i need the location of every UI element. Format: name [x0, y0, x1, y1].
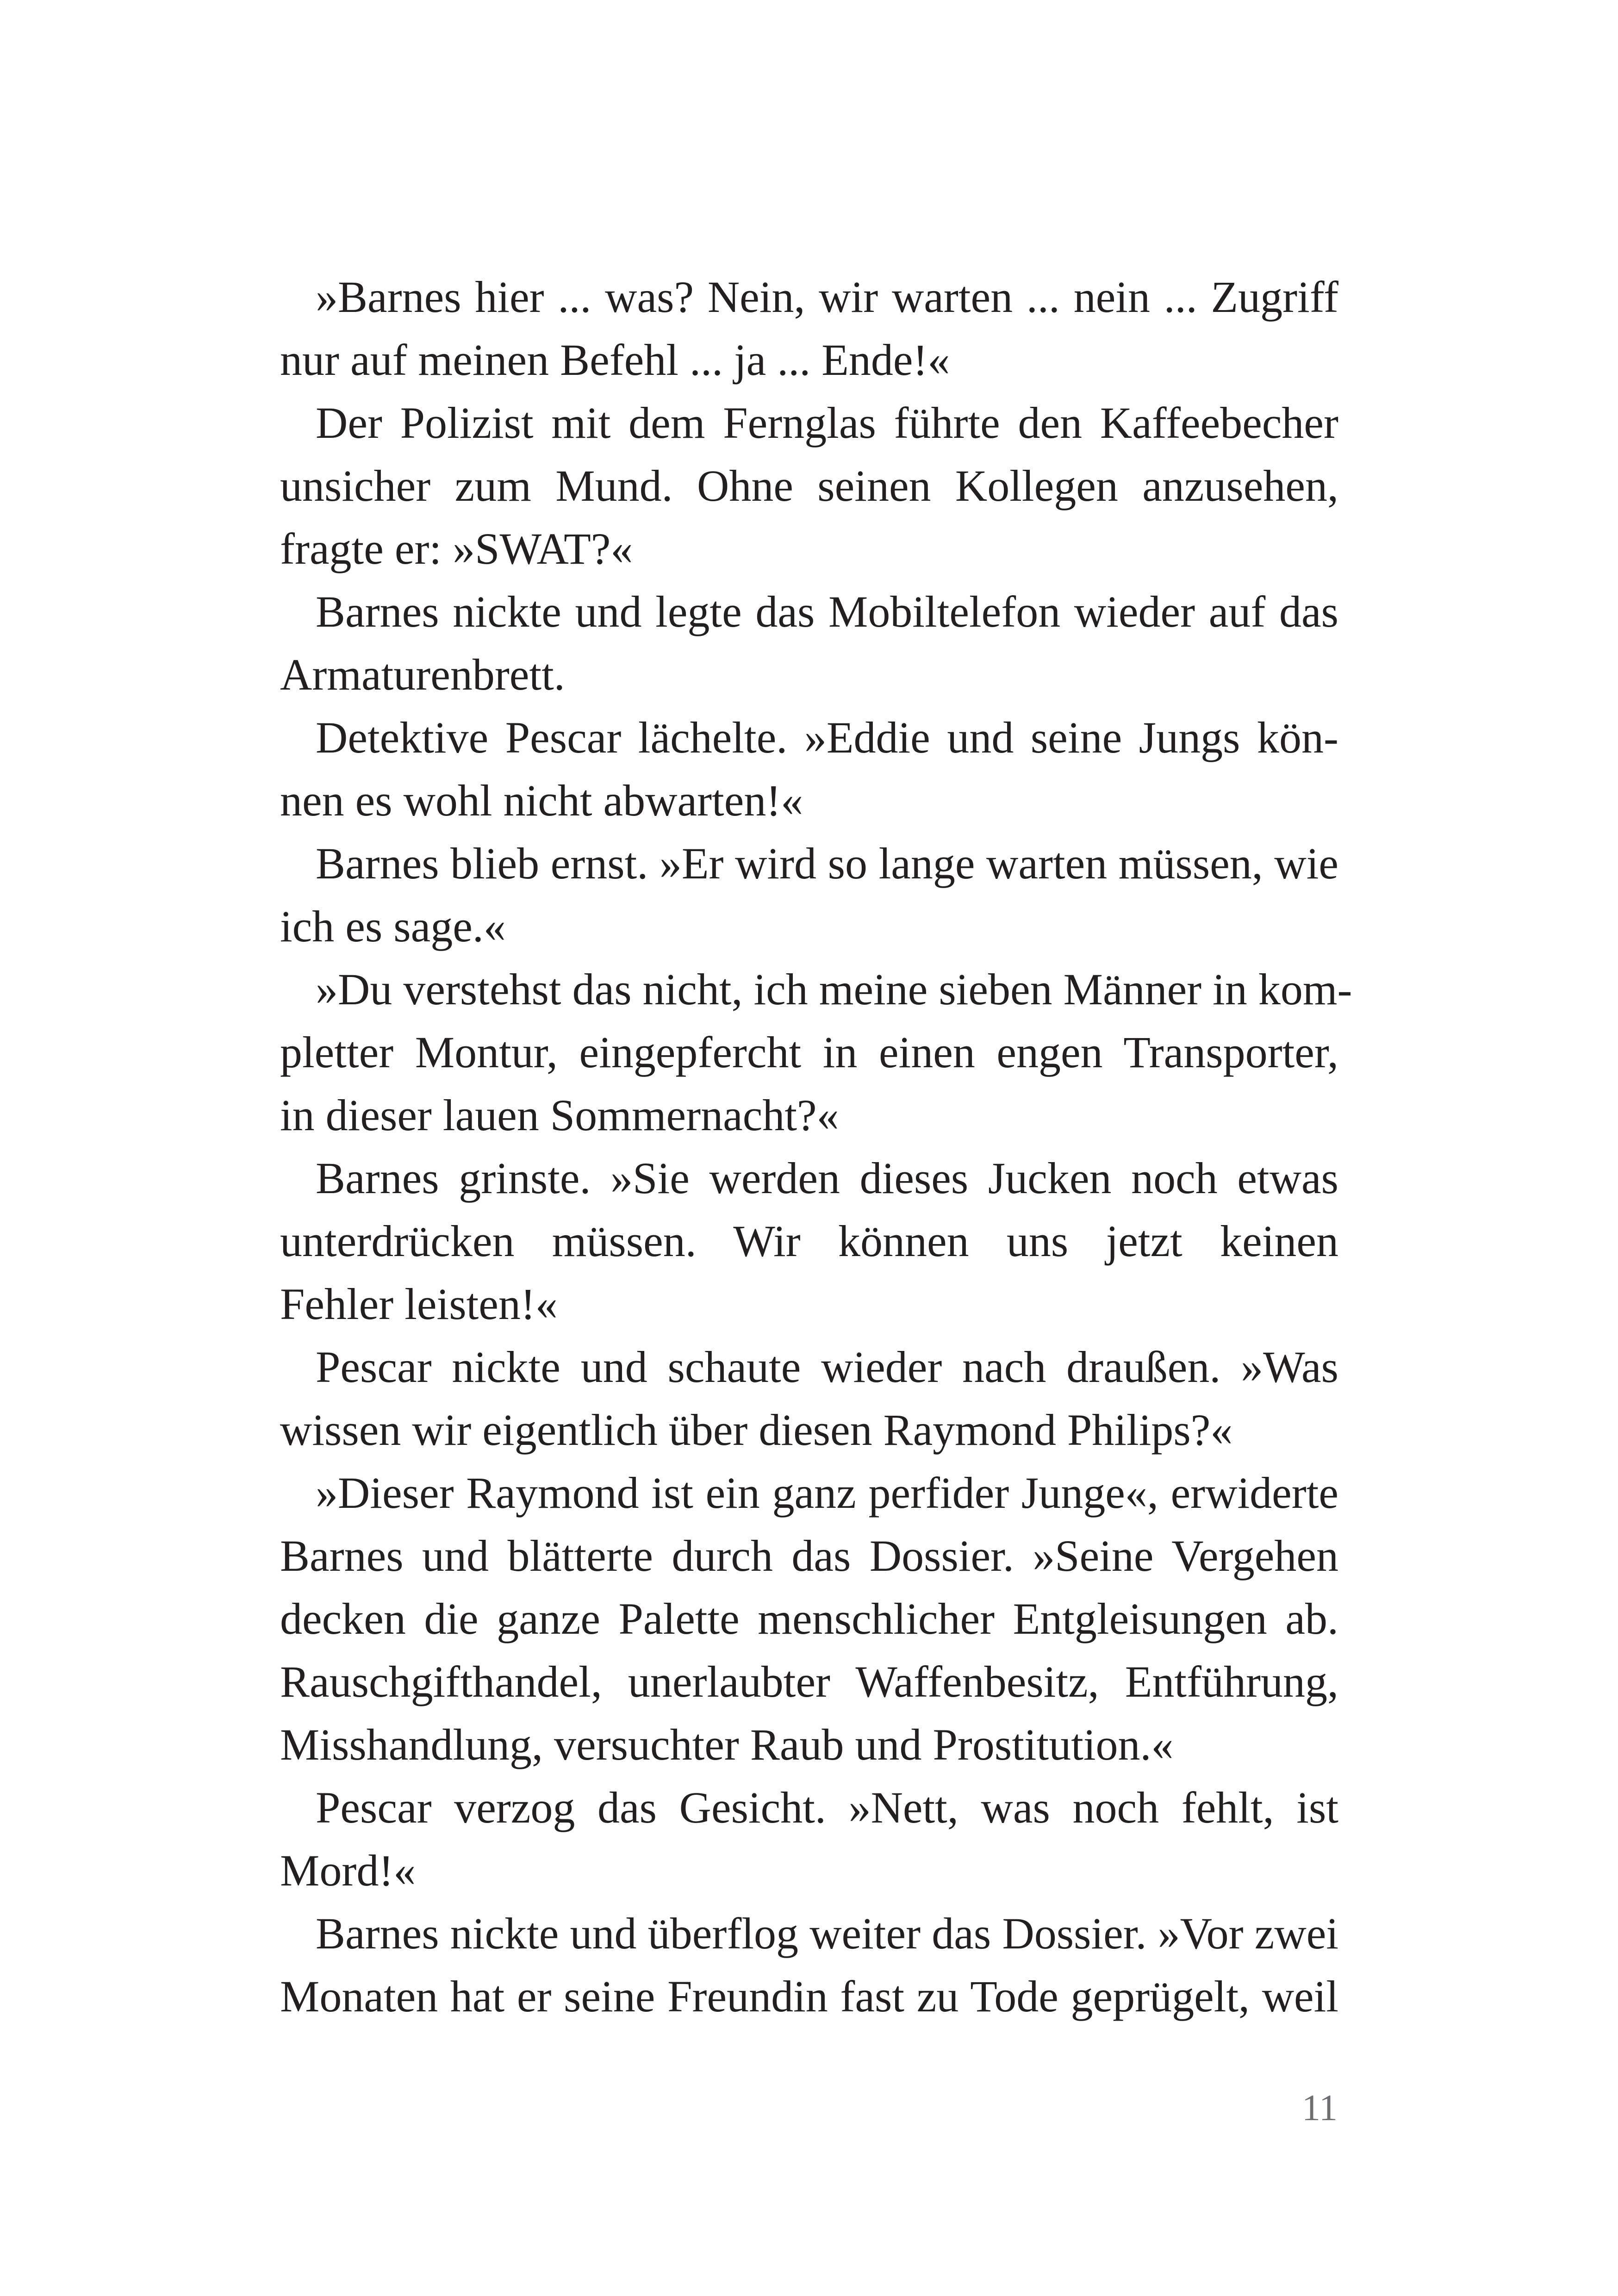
- text-line: Detektive Pescar lächelte. »Eddie und seine Jungs kön-: [316, 713, 1338, 762]
- text-line: wissen wir eigentlich über diesen Raymond Philips?«: [280, 1405, 1233, 1455]
- text-line: Mord!«: [280, 1846, 416, 1895]
- text-line: fragte er: »SWAT?«: [280, 524, 633, 573]
- text-line: Monaten hat er seine Freundin fast zu Tode geprügelt, weil: [280, 1972, 1338, 2021]
- text-line: »Du verstehst das nicht, ich meine sieben Männer in kom-: [316, 964, 1352, 1014]
- text-line: Barnes blieb ernst. »Er wird so lange warten müssen, wie: [316, 839, 1338, 888]
- text-line: pletter Montur, eingepfercht in einen engen Transporter,: [280, 1027, 1338, 1077]
- text-line: Rauschgifthandel, unerlaubter Waffenbesitz, Entführung,: [280, 1657, 1338, 1706]
- text-line: Pescar verzog das Gesicht. »Nett, was noch fehlt, ist: [316, 1783, 1338, 1832]
- text-line: in dieser lauen Sommernacht?«: [280, 1090, 839, 1140]
- page-number: 11: [1301, 2088, 1338, 2128]
- text-line: ich es sage.«: [280, 902, 506, 951]
- text-line: Armaturenbrett.: [280, 650, 565, 699]
- text-line: Barnes nickte und überflog weiter das Dossier. »Vor zwei: [316, 1909, 1338, 1958]
- text-line: »Barnes hier ... was? Nein, wir warten ... nein ... Zugriff: [316, 272, 1338, 322]
- text-line: nur auf meinen Befehl ... ja ... Ende!«: [280, 335, 950, 385]
- text-line: Barnes grinste. »Sie werden dieses Jucken noch etwas: [316, 1153, 1338, 1203]
- text-line: decken die ganze Palette menschlicher Entgleisungen ab.: [280, 1594, 1338, 1643]
- text-line: Der Polizist mit dem Fernglas führte den Kaffeebecher: [316, 398, 1338, 448]
- text-line: Misshandlung, versuchter Raub und Prostitution.«: [280, 1720, 1174, 1769]
- text-line: Barnes und blätterte durch das Dossier. »Seine Vergehen: [280, 1531, 1338, 1580]
- text-line: Pescar nickte und schaute wieder nach draußen. »Was: [316, 1342, 1338, 1392]
- text-line: Barnes nickte und legte das Mobiltelefon wieder auf das: [316, 587, 1338, 636]
- text-line: nen es wohl nicht abwarten!«: [280, 776, 803, 825]
- text-line: unterdrücken müssen. Wir können uns jetzt keinen: [280, 1216, 1338, 1266]
- body-text: [280, 266, 1352, 2028]
- text-line: Fehler leisten!«: [280, 1279, 558, 1329]
- text-line: »Dieser Raymond ist ein ganz perfider Junge«, erwiderte: [316, 1468, 1338, 1518]
- text-line: unsicher zum Mund. Ohne seinen Kollegen anzusehen,: [280, 461, 1338, 510]
